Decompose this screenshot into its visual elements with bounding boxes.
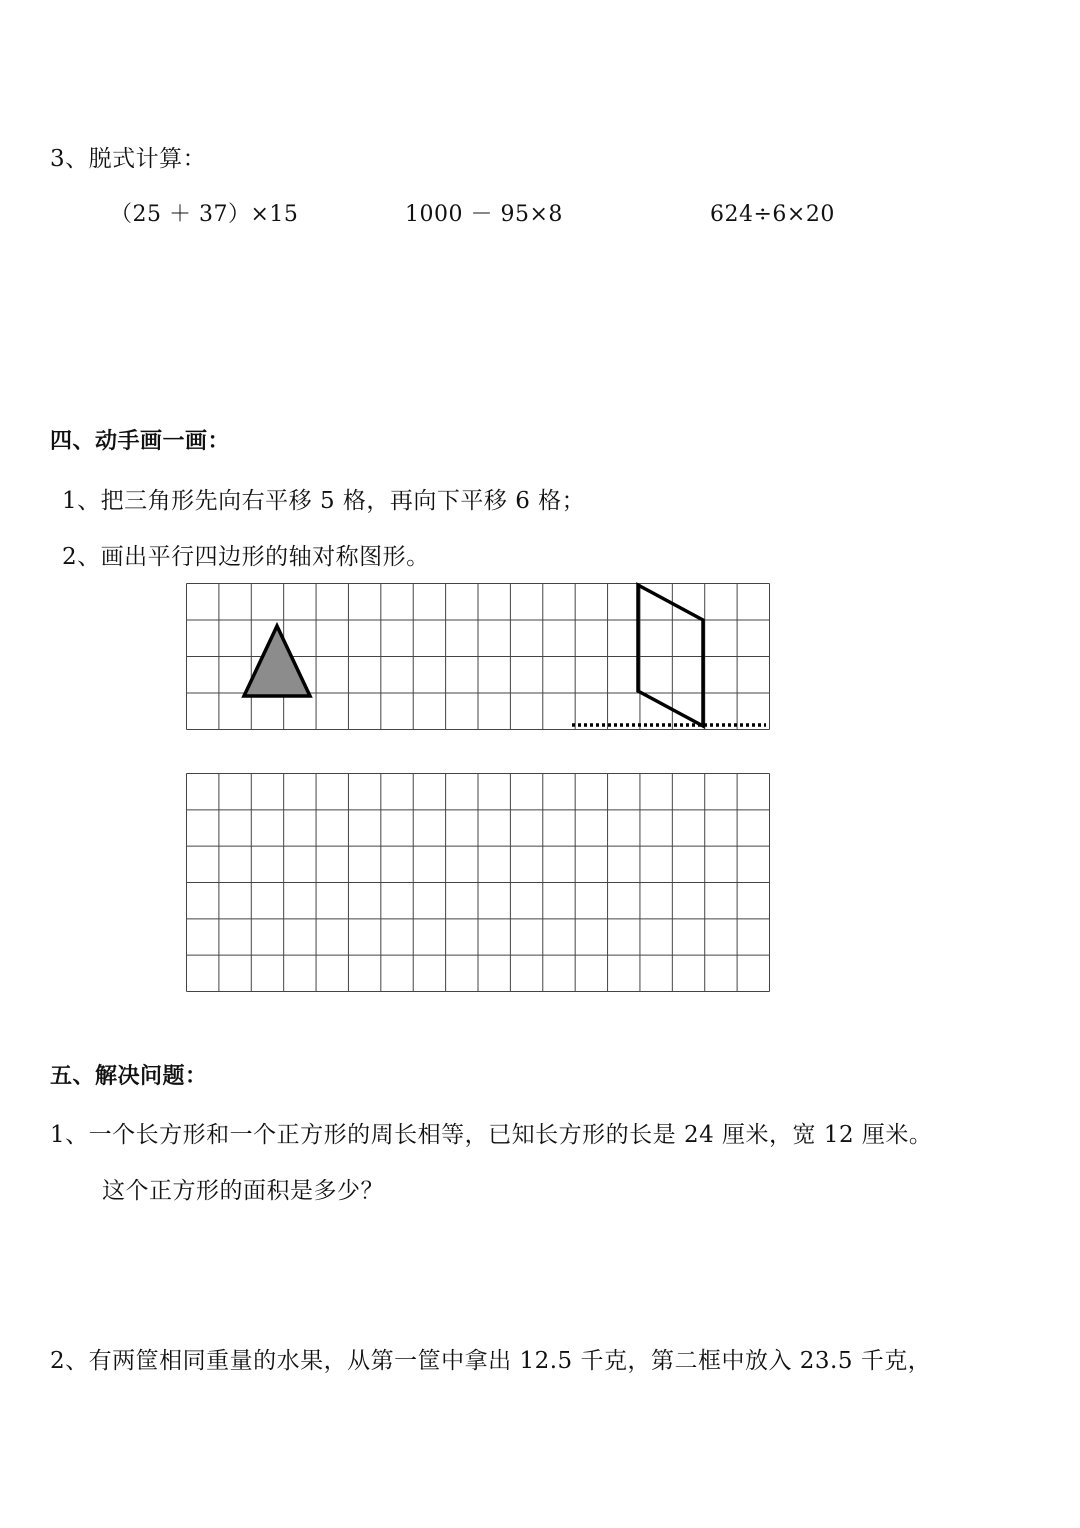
expression-3: 624÷6×20 [710, 202, 835, 227]
bottom-grid [186, 773, 770, 992]
top-grid [186, 583, 770, 731]
expression-1: （25 ＋ 37）×15 [110, 202, 299, 227]
expression-2: 1000 － 95×8 [405, 202, 563, 227]
section4-heading: 四、动手画一画： [50, 429, 231, 454]
problem-1-line2: 这个正方形的面积是多少？ [102, 1178, 384, 1204]
parallelogram [638, 585, 703, 726]
bottom-grid-lines [187, 774, 770, 992]
problem-2-line1: 2、有两筐相同重量的水果，从第一筐中拿出 12.5 千克，第二框中放入 23.5 千克， [50, 1348, 932, 1374]
problem-1-line1: 1、一个长方形和一个正方形的周长相等，已知长方形的长是 24 厘米，宽 12 厘米。 [50, 1122, 933, 1148]
section5-heading: 五、解决问题： [50, 1064, 208, 1089]
gray-triangle [244, 626, 310, 696]
section3-heading: 3、脱式计算： [50, 146, 207, 172]
task-translate-triangle: 1、把三角形先向右平移 5 格，再向下平移 6 格； [62, 488, 586, 514]
task-symmetric-parallelogram: 2、画出平行四边形的轴对称图形。 [62, 544, 430, 570]
